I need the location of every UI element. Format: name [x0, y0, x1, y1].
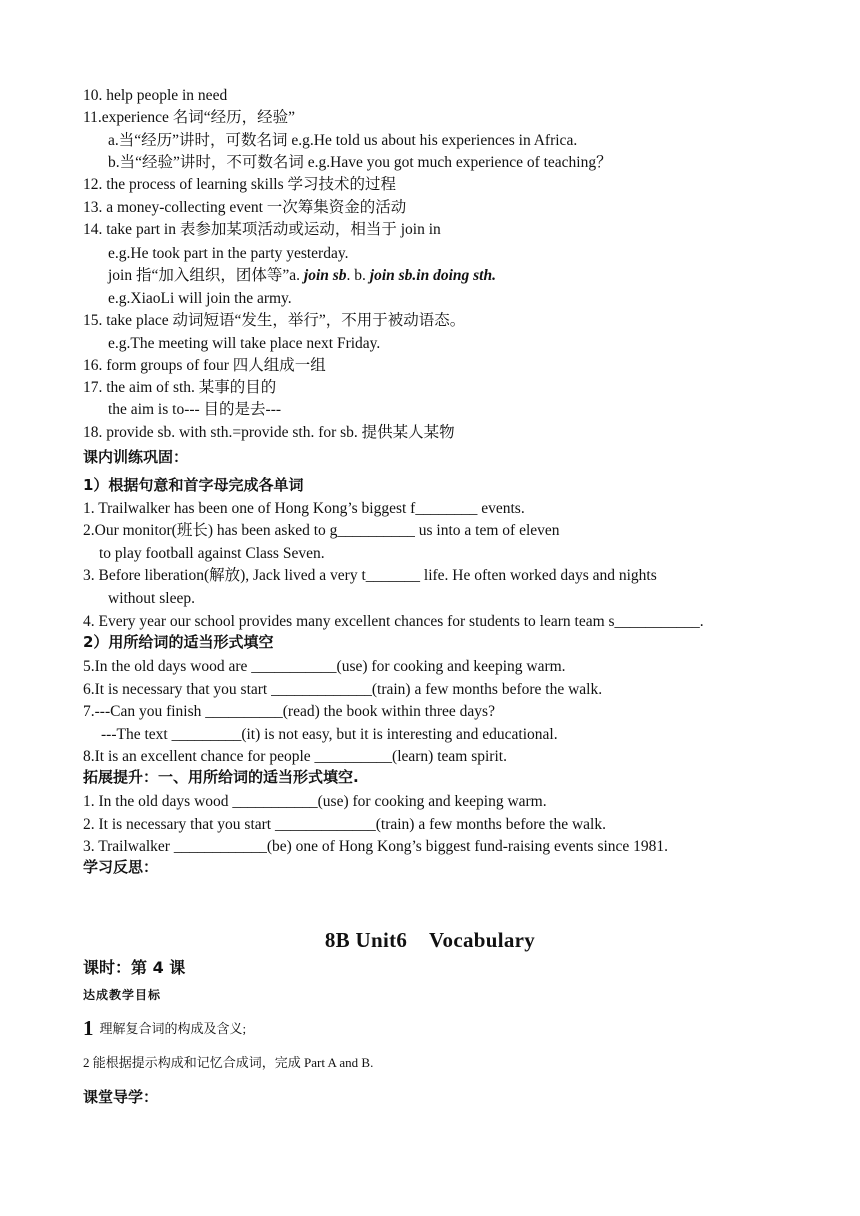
note-13: 13. a money-collecting event 一次筹集资金的活动: [83, 199, 407, 216]
goal-1: [83, 1014, 246, 1043]
note-18: 18. provide sb. with sth.=provide sth. for sb. 提供某人某物: [83, 424, 455, 441]
reflection-heading: 学习反思：: [83, 858, 159, 876]
goal-1-number: 1: [83, 1016, 94, 1040]
note-14-join: [108, 266, 496, 286]
question-4: 4. Every year our school provides many excellent chances for students to learn team s___________.: [83, 613, 704, 630]
note-14-example: e.g.He took part in the party yesterday.: [108, 245, 349, 262]
part1-heading: 1）根据句意和首字母完成各单词: [83, 476, 304, 494]
note-12: 12. the process of learning skills 学习技术的过程: [83, 176, 396, 193]
note-11a: a.当“经历”讲时，可数名词 e.g.He told us about his experiences in Africa.: [108, 132, 578, 149]
question-3: 3. Before liberation(解放), Jack lived a very t_______ life. He often worked days and nights: [83, 567, 657, 584]
join-b: join sb.in doing sth.: [369, 267, 496, 284]
lesson-period: 课时：第 4 课: [83, 958, 186, 977]
note-15: 15. take place 动词短语“发生，举行”，不用于被动语态。: [83, 312, 466, 329]
question-1: 1. Trailwalker has been one of Hong Kong’s biggest f________ events.: [83, 500, 525, 517]
extension-heading: 拓展提升：一、用所给词的适当形式填空.: [83, 768, 359, 786]
note-11b: b.当“经验”讲时，不可数名词 e.g.Have you got much experience of teaching？: [108, 154, 612, 171]
join-intro: join 指“加入组织，团体等”a.: [108, 267, 304, 284]
note-17b: the aim is to--- 目的是去---: [108, 401, 282, 418]
extension-3: 3. Trailwalker ____________(be) one of Hong Kong’s biggest fund-raising events since 1981.: [83, 838, 669, 855]
extension-2: 2. It is necessary that you start _____________(train) a few months before the walk.: [83, 816, 606, 833]
question-5: 5.In the old days wood are ___________(use) for cooking and keeping warm.: [83, 658, 566, 675]
guide-heading: 课堂导学：: [83, 1088, 159, 1106]
join-separator: . b.: [346, 267, 370, 284]
question-2: 2.Our monitor(班长) has been asked to g__________ us into a tem of eleven: [83, 522, 560, 539]
note-14: 14. take part in 表参加某项活动或运动，相当于 join in: [83, 221, 441, 238]
practice-heading: 课内训练巩固：: [83, 448, 189, 466]
join-a: join sb: [303, 267, 347, 284]
note-14-example-2: e.g.XiaoLi will join the army.: [108, 290, 292, 307]
note-17: 17. the aim of sth. 某事的目的: [83, 379, 277, 396]
question-8: 8.It is an excellent chance for people __________(learn) team spirit.: [83, 748, 507, 765]
question-7-answer: ---The text _________(it) is not easy, but it is interesting and educational.: [101, 726, 558, 743]
note-11: 11.experience 名词“经历，经验”: [83, 109, 296, 126]
goal-2: 2 能根据提示构成和记忆合成词，完成 Part A and B.: [83, 1055, 374, 1070]
note-16: 16. form groups of four 四人组成一组: [83, 357, 326, 374]
question-6: 6.It is necessary that you start _____________(train) a few months before the walk.: [83, 681, 603, 698]
goal-1-text: 理解复合词的构成及含义;: [99, 1021, 247, 1036]
goals-heading: 达成教学目标: [83, 988, 162, 1002]
question-7: 7.---Can you finish __________(read) the book within three days?: [83, 703, 495, 720]
lesson-title: 8B Unit6 Vocabulary: [324, 928, 536, 952]
note-10: 10. help people in need: [83, 87, 228, 104]
note-15-example: e.g.The meeting will take place next Friday.: [108, 335, 381, 352]
part2-heading: 2）用所给词的适当形式填空: [83, 633, 274, 651]
question-3-cont: without sleep.: [108, 590, 195, 607]
question-2-cont: to play football against Class Seven.: [99, 545, 325, 562]
extension-1: 1. In the old days wood ___________(use) for cooking and keeping warm.: [83, 793, 547, 810]
